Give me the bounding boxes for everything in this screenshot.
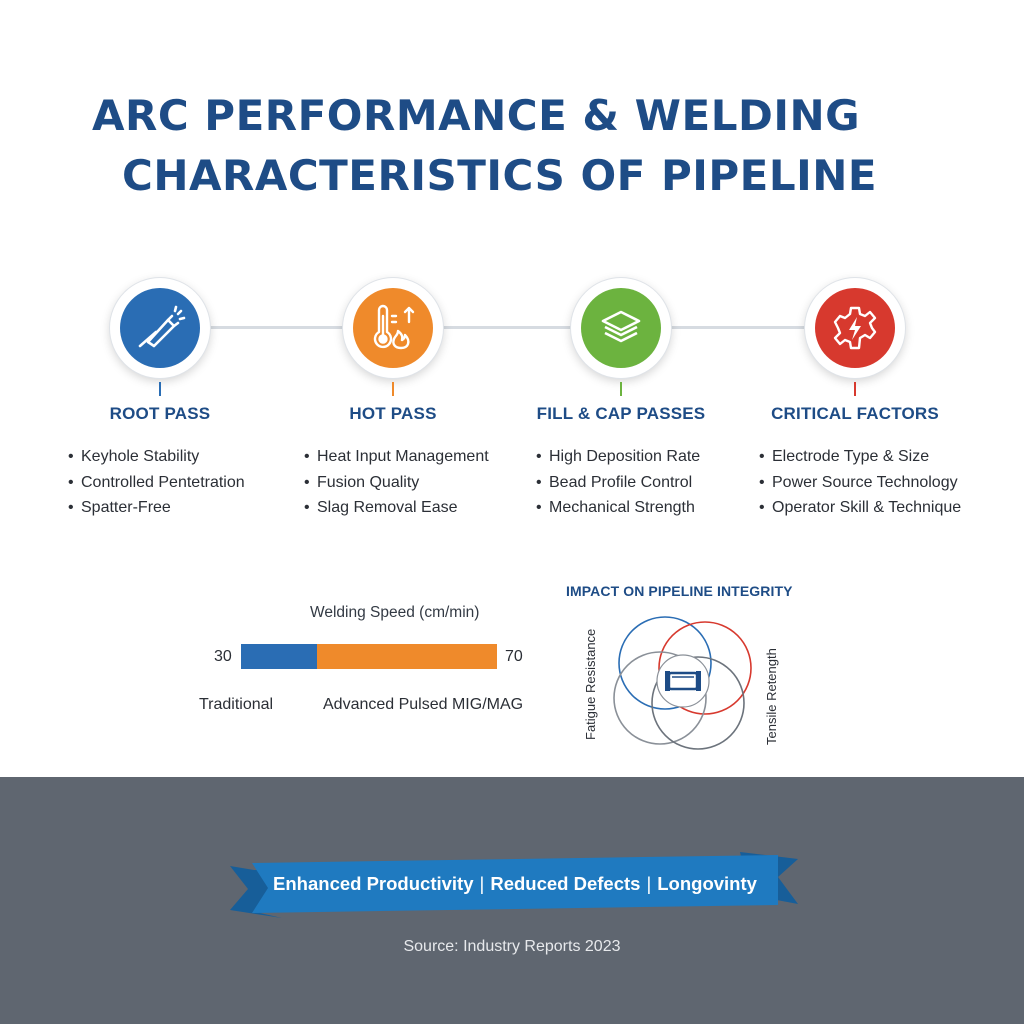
speed-max-value: 70 [505,648,523,665]
list-item: • Power Source Technology [759,470,961,496]
source-citation: Source: Industry Reports 2023 [403,938,621,955]
fatigue-resistance-label: Fatigue Resistance [583,628,598,740]
layers-icon [581,288,661,368]
benefit-separator: | [479,873,485,894]
benefit-separator: | [646,873,652,894]
step-title: ROOT PASS [109,404,211,423]
step-tick [159,382,161,396]
list-item: • Operator Skill & Technique [759,495,961,521]
impact-venn-diagram [580,605,780,760]
welding-speed-label: Welding Speed (cm/min) [310,604,480,621]
list-item: • Keyhole Stability [68,444,245,470]
speed-min-value: 30 [214,648,232,665]
list-item: • Bead Profile Control [536,470,700,496]
list-item: • Spatter-Free [68,495,245,521]
benefits-text [255,868,775,900]
pipe-icon-ring [657,655,709,707]
list-item: • Mechanical Strength [536,495,700,521]
list-item: • Electrode Type & Size [759,444,961,470]
step-icon-ring [805,278,905,378]
traditional-speed-bar [241,644,317,669]
step-feature-list [759,444,961,521]
step-title: FILL & CAP PASSES [536,404,706,423]
advanced-speed-bar [317,644,497,669]
thermometer-flame-icon [353,288,433,368]
benefit-productivity: Enhanced Productivity [273,873,474,894]
list-item: • Heat Input Management [304,444,489,470]
welding-torch-icon [120,288,200,368]
advanced-label: Advanced Pulsed MIG/MAG [323,696,524,713]
step-title: HOT PASS [349,404,437,423]
step-tick [854,382,856,396]
gear-lightning-icon [815,288,895,368]
impact-title: IMPACT ON PIPELINE INTEGRITY [566,583,793,599]
step-feature-list [304,444,489,521]
step-tick [620,382,622,396]
page-title-line-1: ARC PERFORMANCE & WELDING [92,91,861,140]
list-item: • Fusion Quality [304,470,489,496]
list-item: • Controlled Pentetration [68,470,245,496]
step-icon-ring [110,278,210,378]
timeline-connector [160,326,852,329]
list-item: • High Deposition Rate [536,444,700,470]
page-title [0,88,1024,204]
step-feature-list [536,444,700,521]
traditional-label: Traditional [199,696,274,713]
step-icon-ring [571,278,671,378]
list-item: • Slag Removal Ease [304,495,489,521]
step-tick [392,382,394,396]
benefit-defects: Reduced Defects [490,873,641,894]
step-title: CRITICAL FACTORS [771,404,939,423]
page-title-line-2: CHARACTERISTICS OF PIPELINE [122,151,878,200]
tensile-strength-label: Tensile Retength [764,648,779,745]
step-feature-list [68,444,245,521]
benefit-longevity: Longovinty [657,873,757,894]
step-icon-ring [343,278,443,378]
